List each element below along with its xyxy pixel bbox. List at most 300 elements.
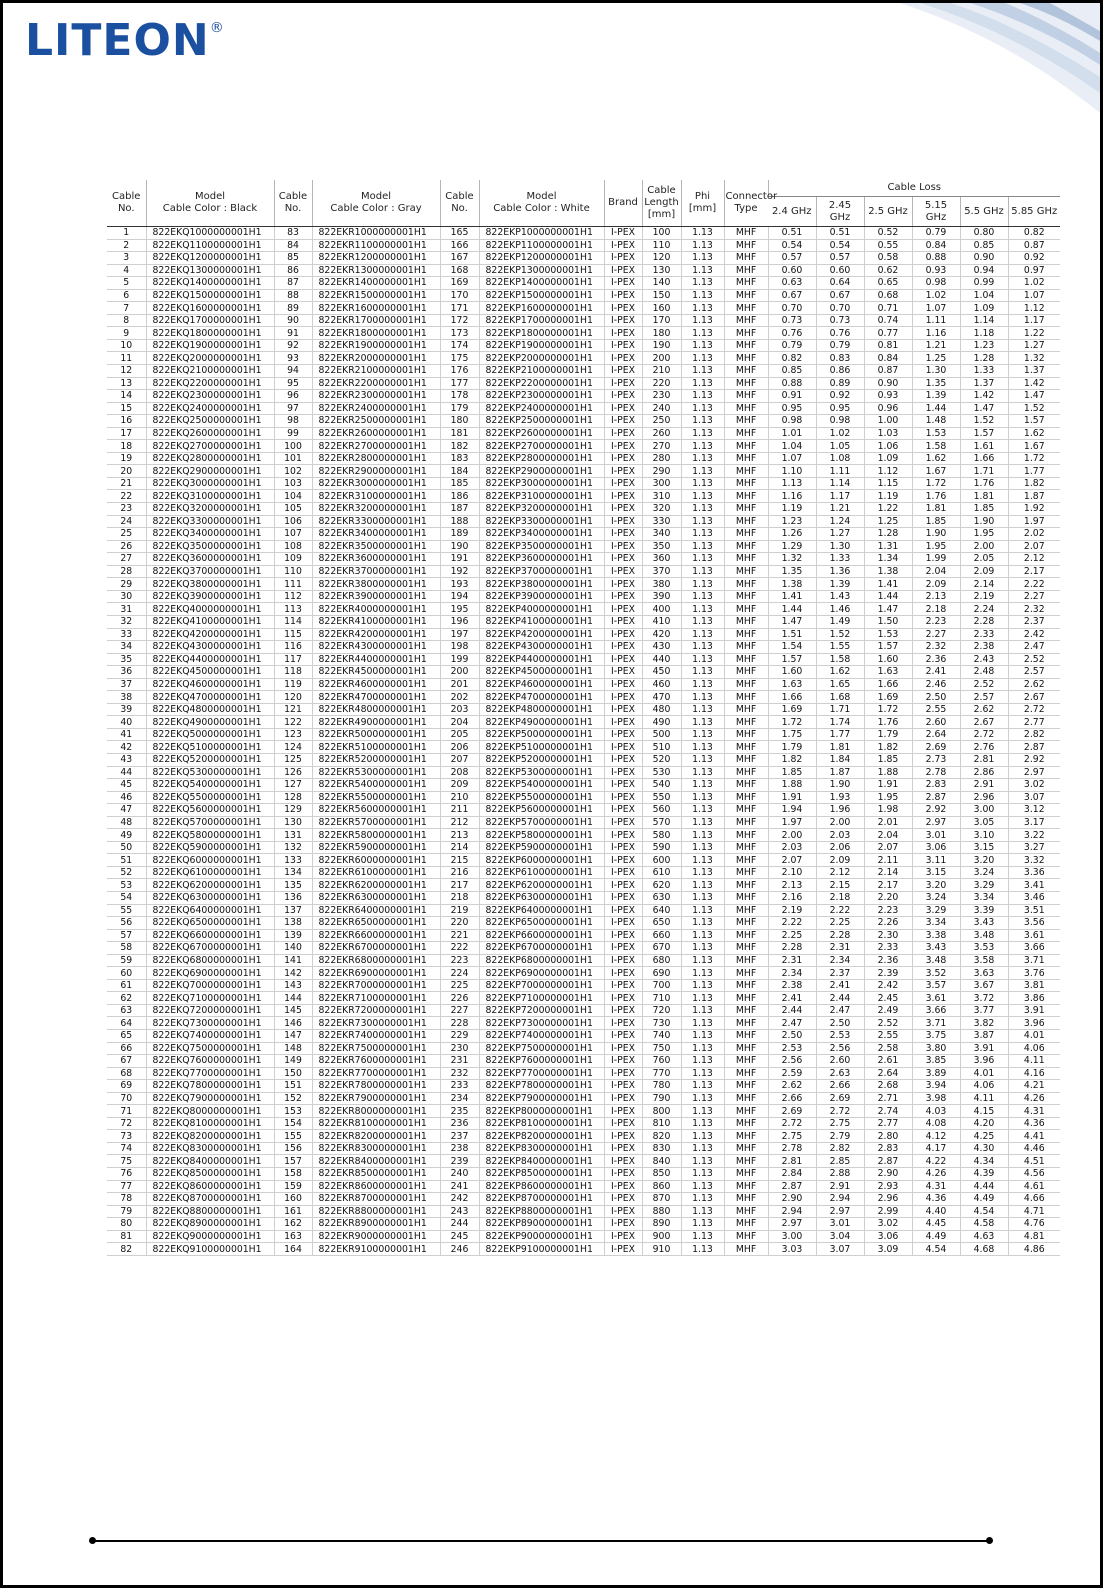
cell-loss-5-5ghz: 2.05 <box>960 553 1008 566</box>
cell-loss-2-45ghz: 2.72 <box>816 1105 864 1118</box>
cell-cable-length: 810 <box>642 1117 681 1130</box>
cell-model-gray: 822EKR5700000001H1 <box>312 816 440 829</box>
cell-cable-no-white: 230 <box>440 1042 479 1055</box>
cell-model-black: 822EKQ5400000001H1 <box>146 779 274 792</box>
cell-brand: I-PEX <box>604 1117 642 1130</box>
cell-cable-no-gray: 123 <box>274 728 312 741</box>
cell-phi: 1.13 <box>681 515 724 528</box>
cell-phi: 1.13 <box>681 415 724 428</box>
cell-loss-5-85ghz: 4.36 <box>1008 1117 1060 1130</box>
cell-connector-type: MHF <box>724 427 768 440</box>
table-row <box>107 1017 1060 1030</box>
cell-loss-2-4ghz: 0.67 <box>768 289 816 302</box>
cell-loss-5-15ghz: 2.04 <box>912 565 960 578</box>
cell-cable-no-gray: 125 <box>274 753 312 766</box>
cell-loss-2-4ghz: 1.01 <box>768 427 816 440</box>
cell-loss-5-85ghz: 4.46 <box>1008 1142 1060 1155</box>
cell-loss-2-5ghz: 2.83 <box>864 1142 912 1155</box>
cell-brand: I-PEX <box>604 503 642 516</box>
cell-model-black: 822EKQ8800000001H1 <box>146 1205 274 1218</box>
cell-loss-5-85ghz: 3.02 <box>1008 779 1060 792</box>
cell-cable-no-black: 36 <box>107 666 146 679</box>
cell-cable-length: 690 <box>642 967 681 980</box>
cell-loss-2-45ghz: 1.58 <box>816 653 864 666</box>
cell-loss-2-45ghz: 1.39 <box>816 578 864 591</box>
cell-brand: I-PEX <box>604 1193 642 1206</box>
cell-loss-2-4ghz: 2.87 <box>768 1180 816 1193</box>
cell-loss-2-4ghz: 2.44 <box>768 1004 816 1017</box>
cell-loss-5-85ghz: 2.92 <box>1008 753 1060 766</box>
cell-cable-length: 910 <box>642 1243 681 1256</box>
cell-brand: I-PEX <box>604 1105 642 1118</box>
cell-cable-no-white: 202 <box>440 691 479 704</box>
cell-loss-2-4ghz: 0.98 <box>768 415 816 428</box>
cell-cable-no-white: 176 <box>440 365 479 378</box>
cell-loss-2-5ghz: 1.38 <box>864 565 912 578</box>
cell-cable-length: 610 <box>642 866 681 879</box>
cell-connector-type: MHF <box>724 1243 768 1256</box>
cell-cable-no-black: 76 <box>107 1168 146 1181</box>
cell-loss-5-15ghz: 3.11 <box>912 854 960 867</box>
cell-connector-type: MHF <box>724 1168 768 1181</box>
table-row <box>107 578 1060 591</box>
cell-model-white: 822EKP5700000001H1 <box>479 816 604 829</box>
cell-loss-2-45ghz: 2.91 <box>816 1180 864 1193</box>
cell-loss-2-45ghz: 1.21 <box>816 503 864 516</box>
cell-loss-5-5ghz: 1.52 <box>960 415 1008 428</box>
cell-model-black: 822EKQ1400000001H1 <box>146 277 274 290</box>
cell-connector-type: MHF <box>724 678 768 691</box>
logo-text: LITEON <box>25 15 210 66</box>
cell-loss-2-45ghz: 1.33 <box>816 553 864 566</box>
cell-loss-2-4ghz: 1.54 <box>768 641 816 654</box>
header-freq-2-5: 2.5 GHz <box>864 197 912 227</box>
cell-cable-no-black: 16 <box>107 415 146 428</box>
cell-phi: 1.13 <box>681 779 724 792</box>
cell-loss-5-15ghz: 1.85 <box>912 515 960 528</box>
cell-cable-no-gray: 136 <box>274 891 312 904</box>
header-model-white <box>479 180 604 227</box>
cell-loss-2-5ghz: 0.68 <box>864 289 912 302</box>
cell-cable-no-gray: 99 <box>274 427 312 440</box>
cell-loss-5-85ghz: 3.96 <box>1008 1017 1060 1030</box>
table-row <box>107 716 1060 729</box>
cell-model-black: 822EKQ1700000001H1 <box>146 314 274 327</box>
cell-model-white: 822EKP8500000001H1 <box>479 1168 604 1181</box>
cell-loss-5-15ghz: 1.07 <box>912 302 960 315</box>
cell-loss-5-85ghz: 2.97 <box>1008 766 1060 779</box>
cell-cable-no-white: 243 <box>440 1205 479 1218</box>
cell-connector-type: MHF <box>724 339 768 352</box>
cell-loss-2-5ghz: 1.82 <box>864 741 912 754</box>
cell-model-black: 822EKQ3800000001H1 <box>146 578 274 591</box>
cell-model-white: 822EKP1200000001H1 <box>479 252 604 265</box>
cell-connector-type: MHF <box>724 553 768 566</box>
cell-loss-5-5ghz: 0.90 <box>960 252 1008 265</box>
cell-cable-no-white: 216 <box>440 866 479 879</box>
cell-cable-no-gray: 145 <box>274 1004 312 1017</box>
cell-loss-2-4ghz: 0.57 <box>768 252 816 265</box>
cell-cable-length: 640 <box>642 904 681 917</box>
cell-cable-length: 240 <box>642 402 681 415</box>
cell-model-white: 822EKP6600000001H1 <box>479 929 604 942</box>
cell-model-white: 822EKP4000000001H1 <box>479 603 604 616</box>
cell-model-black: 822EKQ1800000001H1 <box>146 327 274 340</box>
cell-model-black: 822EKQ7100000001H1 <box>146 992 274 1005</box>
cell-cable-no-black: 42 <box>107 741 146 754</box>
cell-loss-5-5ghz: 2.48 <box>960 666 1008 679</box>
cell-phi: 1.13 <box>681 854 724 867</box>
cell-loss-5-85ghz: 0.87 <box>1008 239 1060 252</box>
cell-phi: 1.13 <box>681 377 724 390</box>
cell-cable-no-white: 210 <box>440 791 479 804</box>
cell-connector-type: MHF <box>724 352 768 365</box>
cell-loss-5-15ghz: 3.52 <box>912 967 960 980</box>
table-row <box>107 565 1060 578</box>
cell-loss-5-15ghz: 1.39 <box>912 390 960 403</box>
cell-model-gray: 822EKR1200000001H1 <box>312 252 440 265</box>
cell-loss-2-5ghz: 2.17 <box>864 879 912 892</box>
cell-cable-no-black: 48 <box>107 816 146 829</box>
cell-loss-2-5ghz: 3.06 <box>864 1230 912 1243</box>
cell-model-gray: 822EKR3200000001H1 <box>312 503 440 516</box>
cell-model-black: 822EKQ4000000001H1 <box>146 603 274 616</box>
cell-model-black: 822EKQ8000000001H1 <box>146 1105 274 1118</box>
table-row <box>107 365 1060 378</box>
cell-model-white: 822EKP1900000001H1 <box>479 339 604 352</box>
cell-phi: 1.13 <box>681 628 724 641</box>
cell-cable-no-gray: 162 <box>274 1218 312 1231</box>
cell-loss-5-85ghz: 1.02 <box>1008 277 1060 290</box>
cell-cable-no-white: 244 <box>440 1218 479 1231</box>
cell-model-white: 822EKP7600000001H1 <box>479 1055 604 1068</box>
cell-brand: I-PEX <box>604 264 642 277</box>
cell-loss-2-4ghz: 2.81 <box>768 1155 816 1168</box>
cell-phi: 1.13 <box>681 766 724 779</box>
cell-loss-2-5ghz: 2.71 <box>864 1092 912 1105</box>
cell-cable-no-gray: 88 <box>274 289 312 302</box>
cell-phi: 1.13 <box>681 954 724 967</box>
cell-cable-no-black: 82 <box>107 1243 146 1256</box>
cell-model-white: 822EKP7700000001H1 <box>479 1067 604 1080</box>
cell-loss-2-45ghz: 2.97 <box>816 1205 864 1218</box>
cell-cable-no-white: 183 <box>440 452 479 465</box>
cell-loss-5-85ghz: 4.76 <box>1008 1218 1060 1231</box>
cell-loss-5-5ghz: 2.52 <box>960 678 1008 691</box>
cell-loss-5-15ghz: 1.81 <box>912 503 960 516</box>
cell-cable-no-gray: 153 <box>274 1105 312 1118</box>
cell-connector-type: MHF <box>724 465 768 478</box>
cell-brand: I-PEX <box>604 1155 642 1168</box>
cell-loss-5-15ghz: 4.22 <box>912 1155 960 1168</box>
cell-cable-length: 170 <box>642 314 681 327</box>
cell-loss-2-45ghz: 0.60 <box>816 264 864 277</box>
cell-loss-2-4ghz: 2.90 <box>768 1193 816 1206</box>
cell-loss-5-15ghz: 3.48 <box>912 954 960 967</box>
cell-loss-2-5ghz: 0.55 <box>864 239 912 252</box>
cell-model-white: 822EKP7300000001H1 <box>479 1017 604 1030</box>
cell-loss-5-15ghz: 1.02 <box>912 289 960 302</box>
cell-model-black: 822EKQ1300000001H1 <box>146 264 274 277</box>
cell-loss-5-5ghz: 1.09 <box>960 302 1008 315</box>
table-row <box>107 427 1060 440</box>
cell-model-gray: 822EKR3800000001H1 <box>312 578 440 591</box>
cell-connector-type: MHF <box>724 440 768 453</box>
cell-brand: I-PEX <box>604 954 642 967</box>
cell-loss-2-5ghz: 1.09 <box>864 452 912 465</box>
cell-loss-5-15ghz: 4.17 <box>912 1142 960 1155</box>
cell-loss-5-85ghz: 4.16 <box>1008 1067 1060 1080</box>
cell-cable-no-gray: 131 <box>274 829 312 842</box>
cell-loss-5-5ghz: 2.33 <box>960 628 1008 641</box>
cell-cable-length: 780 <box>642 1080 681 1093</box>
cell-model-white: 822EKP1300000001H1 <box>479 264 604 277</box>
cell-phi: 1.13 <box>681 1130 724 1143</box>
cell-phi: 1.13 <box>681 565 724 578</box>
cell-connector-type: MHF <box>724 653 768 666</box>
cell-cable-no-black: 20 <box>107 465 146 478</box>
cell-model-white: 822EKP3400000001H1 <box>479 528 604 541</box>
cell-loss-2-5ghz: 0.62 <box>864 264 912 277</box>
cell-model-gray: 822EKR4600000001H1 <box>312 678 440 691</box>
cell-cable-no-gray: 86 <box>274 264 312 277</box>
cell-phi: 1.13 <box>681 603 724 616</box>
cell-loss-5-5ghz: 1.95 <box>960 528 1008 541</box>
cell-brand: I-PEX <box>604 942 642 955</box>
cell-connector-type: MHF <box>724 1218 768 1231</box>
cell-brand: I-PEX <box>604 1243 642 1256</box>
cell-cable-no-black: 63 <box>107 1004 146 1017</box>
cell-cable-no-gray: 84 <box>274 239 312 252</box>
cell-model-gray: 822EKR2400000001H1 <box>312 402 440 415</box>
cell-connector-type: MHF <box>724 666 768 679</box>
cell-loss-5-85ghz: 4.01 <box>1008 1030 1060 1043</box>
header-cable-no-gray: Cable No. <box>274 180 312 227</box>
cell-model-white: 822EKP3700000001H1 <box>479 565 604 578</box>
cell-model-black: 822EKQ1000000001H1 <box>146 227 274 240</box>
cell-loss-5-15ghz: 1.11 <box>912 314 960 327</box>
cell-model-white: 822EKP6800000001H1 <box>479 954 604 967</box>
cell-cable-length: 180 <box>642 327 681 340</box>
cell-phi: 1.13 <box>681 703 724 716</box>
cell-loss-5-5ghz: 1.57 <box>960 427 1008 440</box>
cell-brand: I-PEX <box>604 791 642 804</box>
cell-loss-2-45ghz: 0.73 <box>816 314 864 327</box>
cell-loss-2-4ghz: 0.60 <box>768 264 816 277</box>
cell-cable-length: 670 <box>642 942 681 955</box>
cell-loss-5-85ghz: 1.57 <box>1008 415 1060 428</box>
cell-loss-5-15ghz: 3.24 <box>912 891 960 904</box>
cell-loss-2-45ghz: 2.12 <box>816 866 864 879</box>
cell-loss-2-45ghz: 1.49 <box>816 615 864 628</box>
cell-cable-no-white: 191 <box>440 553 479 566</box>
cell-loss-2-5ghz: 2.11 <box>864 854 912 867</box>
cell-brand: I-PEX <box>604 829 642 842</box>
cell-model-gray: 822EKR5800000001H1 <box>312 829 440 842</box>
cell-loss-5-5ghz: 4.15 <box>960 1105 1008 1118</box>
cell-cable-no-black: 25 <box>107 528 146 541</box>
cell-cable-no-gray: 100 <box>274 440 312 453</box>
cell-cable-no-black: 52 <box>107 866 146 879</box>
cell-loss-2-4ghz: 1.72 <box>768 716 816 729</box>
cell-loss-2-5ghz: 2.52 <box>864 1017 912 1030</box>
cell-cable-no-black: 23 <box>107 503 146 516</box>
cell-phi: 1.13 <box>681 1168 724 1181</box>
cell-loss-5-15ghz: 4.03 <box>912 1105 960 1118</box>
cell-loss-2-5ghz: 0.96 <box>864 402 912 415</box>
header-freq-5-5: 5.5 GHz <box>960 197 1008 227</box>
cell-loss-2-4ghz: 2.41 <box>768 992 816 1005</box>
cell-loss-5-5ghz: 4.49 <box>960 1193 1008 1206</box>
table-row <box>107 779 1060 792</box>
cell-model-gray: 822EKR3100000001H1 <box>312 490 440 503</box>
company-logo <box>25 15 225 66</box>
cell-loss-2-5ghz: 0.84 <box>864 352 912 365</box>
cell-loss-2-4ghz: 1.23 <box>768 515 816 528</box>
cell-brand: I-PEX <box>604 816 642 829</box>
cell-cable-no-gray: 83 <box>274 227 312 240</box>
cell-model-gray: 822EKR2100000001H1 <box>312 365 440 378</box>
cell-phi: 1.13 <box>681 339 724 352</box>
cell-model-white: 822EKP4300000001H1 <box>479 641 604 654</box>
cell-phi: 1.13 <box>681 503 724 516</box>
cell-brand: I-PEX <box>604 415 642 428</box>
cell-model-gray: 822EKR1400000001H1 <box>312 277 440 290</box>
cell-model-black: 822EKQ4600000001H1 <box>146 678 274 691</box>
cell-loss-5-85ghz: 0.82 <box>1008 227 1060 240</box>
table-row <box>107 1168 1060 1181</box>
cell-cable-no-black: 77 <box>107 1180 146 1193</box>
cell-model-white: 822EKP3200000001H1 <box>479 503 604 516</box>
header-cable-loss: Cable Loss <box>768 180 1060 197</box>
cell-loss-5-85ghz: 3.07 <box>1008 791 1060 804</box>
cell-phi: 1.13 <box>681 678 724 691</box>
cell-model-gray: 822EKR4500000001H1 <box>312 666 440 679</box>
cell-loss-5-5ghz: 1.47 <box>960 402 1008 415</box>
cell-cable-no-white: 170 <box>440 289 479 302</box>
cell-cable-no-white: 207 <box>440 753 479 766</box>
cell-loss-2-5ghz: 1.12 <box>864 465 912 478</box>
cell-model-black: 822EKQ7900000001H1 <box>146 1092 274 1105</box>
cell-cable-no-black: 13 <box>107 377 146 390</box>
cell-loss-5-85ghz: 1.62 <box>1008 427 1060 440</box>
header-model-black-sub: Cable Color : Black <box>162 203 258 214</box>
table-row <box>107 992 1060 1005</box>
cell-model-gray: 822EKR7500000001H1 <box>312 1042 440 1055</box>
cell-model-black: 822EKQ3000000001H1 <box>146 477 274 490</box>
table-row <box>107 503 1060 516</box>
cell-cable-no-white: 200 <box>440 666 479 679</box>
cell-brand: I-PEX <box>604 390 642 403</box>
cell-cable-no-gray: 161 <box>274 1205 312 1218</box>
cell-model-gray: 822EKR8900000001H1 <box>312 1218 440 1231</box>
cell-loss-5-85ghz: 2.42 <box>1008 628 1060 641</box>
cell-model-white: 822EKP7200000001H1 <box>479 1004 604 1017</box>
cell-model-black: 822EKQ4900000001H1 <box>146 716 274 729</box>
cell-cable-no-white: 228 <box>440 1017 479 1030</box>
cell-loss-2-45ghz: 0.51 <box>816 227 864 240</box>
cell-loss-5-5ghz: 0.99 <box>960 277 1008 290</box>
cell-cable-no-black: 46 <box>107 791 146 804</box>
cell-model-gray: 822EKR2000000001H1 <box>312 352 440 365</box>
cell-cable-no-black: 11 <box>107 352 146 365</box>
cell-cable-length: 720 <box>642 1004 681 1017</box>
cell-loss-5-85ghz: 1.72 <box>1008 452 1060 465</box>
cell-cable-no-white: 188 <box>440 515 479 528</box>
cell-cable-length: 560 <box>642 804 681 817</box>
cell-model-gray: 822EKR6200000001H1 <box>312 879 440 892</box>
cell-cable-length: 460 <box>642 678 681 691</box>
header-freq-2-45: 2.45 GHz <box>816 197 864 227</box>
cell-cable-no-gray: 135 <box>274 879 312 892</box>
cell-model-black: 822EKQ5600000001H1 <box>146 804 274 817</box>
cell-loss-2-45ghz: 2.66 <box>816 1080 864 1093</box>
cell-loss-5-5ghz: 4.25 <box>960 1130 1008 1143</box>
cell-loss-2-4ghz: 0.76 <box>768 327 816 340</box>
cell-loss-5-85ghz: 2.62 <box>1008 678 1060 691</box>
cell-cable-no-gray: 119 <box>274 678 312 691</box>
cell-loss-2-4ghz: 0.70 <box>768 302 816 315</box>
cell-connector-type: MHF <box>724 289 768 302</box>
cell-model-gray: 822EKR4300000001H1 <box>312 641 440 654</box>
cell-model-gray: 822EKR3400000001H1 <box>312 528 440 541</box>
cell-loss-2-4ghz: 2.94 <box>768 1205 816 1218</box>
cell-cable-no-gray: 107 <box>274 528 312 541</box>
cell-cable-no-black: 49 <box>107 829 146 842</box>
cell-loss-5-85ghz: 2.82 <box>1008 728 1060 741</box>
cell-connector-type: MHF <box>724 954 768 967</box>
cell-loss-5-15ghz: 3.38 <box>912 929 960 942</box>
cell-cable-no-gray: 109 <box>274 553 312 566</box>
cell-loss-2-5ghz: 2.80 <box>864 1130 912 1143</box>
cell-loss-5-5ghz: 3.87 <box>960 1030 1008 1043</box>
cell-model-black: 822EKQ5700000001H1 <box>146 816 274 829</box>
cell-brand: I-PEX <box>604 917 642 930</box>
cell-loss-2-45ghz: 1.24 <box>816 515 864 528</box>
cell-brand: I-PEX <box>604 553 642 566</box>
cell-model-black: 822EKQ7200000001H1 <box>146 1004 274 1017</box>
table-row <box>107 227 1060 240</box>
cell-model-gray: 822EKR1700000001H1 <box>312 314 440 327</box>
cell-brand: I-PEX <box>604 728 642 741</box>
cell-model-black: 822EKQ4200000001H1 <box>146 628 274 641</box>
cell-brand: I-PEX <box>604 866 642 879</box>
cell-cable-no-black: 33 <box>107 628 146 641</box>
cell-cable-no-white: 173 <box>440 327 479 340</box>
cell-loss-5-15ghz: 1.95 <box>912 540 960 553</box>
cell-brand: I-PEX <box>604 377 642 390</box>
cell-connector-type: MHF <box>724 578 768 591</box>
cell-loss-5-15ghz: 3.06 <box>912 841 960 854</box>
cell-connector-type: MHF <box>724 728 768 741</box>
cell-loss-2-45ghz: 2.82 <box>816 1142 864 1155</box>
cell-model-white: 822EKP2100000001H1 <box>479 365 604 378</box>
cell-cable-length: 580 <box>642 829 681 842</box>
cell-loss-5-85ghz: 4.71 <box>1008 1205 1060 1218</box>
header-model-white-sub: Cable Color : White <box>493 203 590 214</box>
cell-model-black: 822EKQ3700000001H1 <box>146 565 274 578</box>
cell-model-black: 822EKQ4300000001H1 <box>146 641 274 654</box>
cell-model-gray: 822EKR3900000001H1 <box>312 590 440 603</box>
cell-loss-2-5ghz: 2.74 <box>864 1105 912 1118</box>
cell-cable-no-gray: 94 <box>274 365 312 378</box>
cell-phi: 1.13 <box>681 942 724 955</box>
cell-model-white: 822EKP1500000001H1 <box>479 289 604 302</box>
cell-model-black: 822EKQ7300000001H1 <box>146 1017 274 1030</box>
cell-model-white: 822EKP8700000001H1 <box>479 1193 604 1206</box>
cell-connector-type: MHF <box>724 1117 768 1130</box>
cell-loss-2-45ghz: 2.03 <box>816 829 864 842</box>
